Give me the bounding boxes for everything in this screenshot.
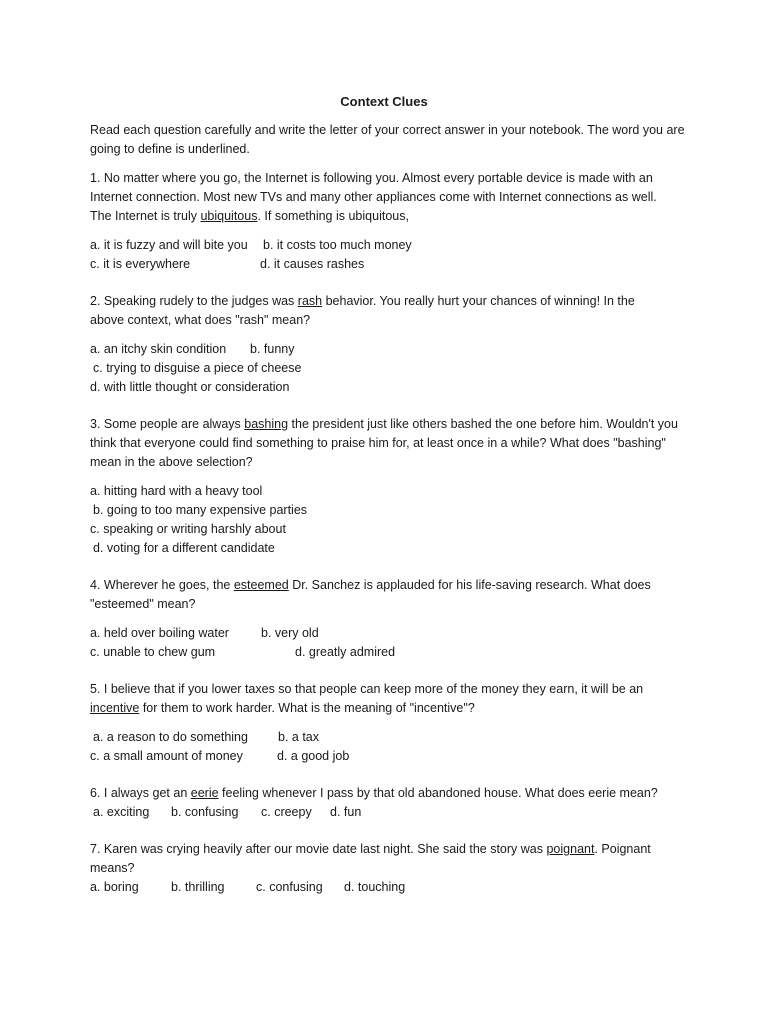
answer-options (90, 340, 690, 397)
question-1 (90, 169, 690, 274)
option-a: a. it is fuzzy and will bite you (90, 238, 248, 252)
instructions: Read each question carefully and write the letter of your correct answer in your notebook. The word you are going to define is underlined. (90, 123, 685, 156)
answer-options (90, 803, 690, 822)
question-stem: 5. I believe that if you lower taxes so that people can keep more of the money they earn, it will be an incentive for them to work harder. What is the meaning of "incentive"? (90, 682, 644, 715)
answer-options (90, 236, 690, 274)
option-b: b. it costs too much money (263, 238, 412, 252)
option-c: c. trying to disguise a piece of cheese (93, 361, 302, 375)
option-b: b. a tax (278, 730, 319, 744)
option-d: d. fun (330, 805, 362, 819)
question-2 (90, 292, 690, 397)
option-a: a. hitting hard with a heavy tool (90, 484, 263, 498)
question-7 (90, 840, 690, 897)
question-stem: 6. I always get an eerie feeling whenever I pass by that old abandoned house. What does eerie mean? (90, 786, 658, 800)
target-word: esteemed (233, 578, 289, 592)
question-3 (90, 415, 690, 558)
answer-options (90, 728, 690, 766)
option-d: d. touching (344, 880, 406, 894)
answer-options (90, 878, 690, 897)
option-b: b. very old (261, 626, 319, 640)
option-b: b. going to too many expensive parties (93, 503, 308, 517)
answer-options (90, 624, 690, 662)
option-a: a. boring (90, 880, 139, 894)
option-a: a. a reason to do something (93, 730, 248, 744)
option-b: b. thrilling (171, 880, 225, 894)
option-d: d. voting for a different candidate (93, 541, 275, 555)
question-stem: 4. Wherever he goes, the esteemed Dr. Sanchez is applauded for his life-saving research. What does "esteemed" mean? (90, 578, 651, 611)
question-stem: 3. Some people are always bashing the president just like others bashed the one before him. Wouldn't you think that everyone could find something to praise him for, at least once in a while? What does "bashing" mean in the above selection? (90, 417, 678, 469)
target-word: rash (297, 294, 323, 308)
option-b: b. confusing (171, 805, 239, 819)
option-c: c. unable to chew gum (90, 645, 216, 659)
option-c: c. a small amount of money (90, 749, 243, 763)
option-c: c. speaking or writing harshly about (90, 522, 286, 536)
option-d: d. with little thought or consideration (90, 380, 290, 394)
page-title: Context Clues (340, 94, 428, 109)
question-6 (90, 784, 690, 822)
option-a: a. an itchy skin condition (90, 342, 227, 356)
option-b: b. funny (250, 342, 295, 356)
target-word: bashing (244, 417, 289, 431)
question-stem: 2. Speaking rudely to the judges was rash behavior. You really hurt your chances of winning! In the above context, what does "rash" mean? (90, 294, 635, 327)
answer-options (90, 482, 690, 558)
question-4 (90, 576, 690, 662)
question-stem: 1. No matter where you go, the Internet is following you. Almost every portable device is made with an Internet connection. Most new TVs and many other appliances come with Internet connections as well. The Internet is truly ubiquitous. If something is ubiquitous, (90, 171, 657, 223)
question-stem: 7. Karen was crying heavily after our movie date last night. She said the story was poignant. Poignant means? (90, 842, 651, 875)
target-word: incentive (90, 701, 140, 715)
target-word: poignant (546, 842, 595, 856)
target-word: ubiquitous (200, 209, 258, 223)
option-c: c. creepy (261, 805, 312, 819)
option-d: d. it causes rashes (260, 257, 365, 271)
option-a: a. exciting (93, 805, 150, 819)
option-d: d. a good job (277, 749, 350, 763)
option-c: c. it is everywhere (90, 257, 191, 271)
question-5 (90, 680, 690, 766)
target-word: eerie (190, 786, 219, 800)
option-c: c. confusing (256, 880, 323, 894)
option-a: a. held over boiling water (90, 626, 229, 640)
option-d: d. greatly admired (295, 645, 396, 659)
